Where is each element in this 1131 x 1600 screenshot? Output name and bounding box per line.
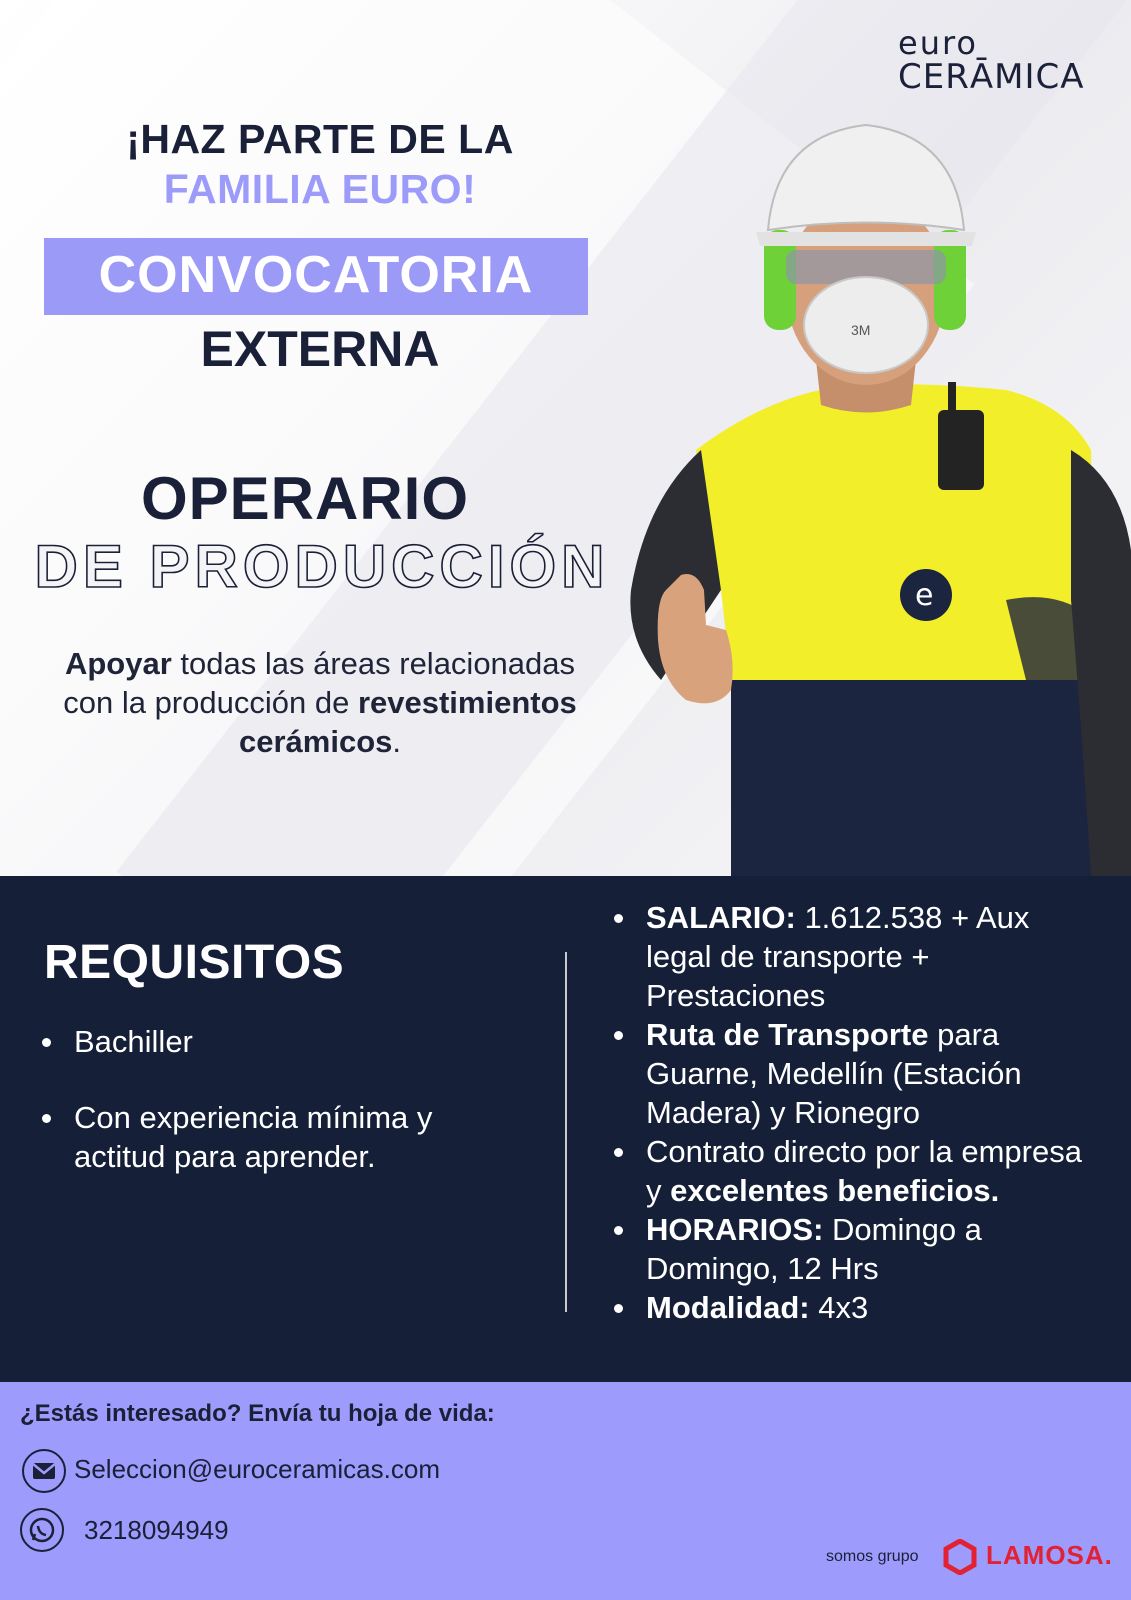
email-link[interactable]: Seleccion@euroceramicas.com [74,1454,440,1484]
euroceramica-logo [898,24,1085,97]
headline-line-2: FAMILIA EURO! [163,166,477,212]
modalidad-label: Modalidad: [646,1290,810,1325]
shirt-logo-letter: e [915,578,934,613]
benefits-list [614,898,1084,1327]
contact-cta: ¿Estás interesado? Envía tu hoja de vida: [20,1400,495,1427]
mask-brand-label: 3M [851,322,871,338]
modalidad-text: 4x3 [809,1290,869,1325]
group-text: somos grupo [826,1548,919,1565]
phone-link[interactable]: 3218094949 [84,1515,229,1545]
worker-photo [626,120,1131,876]
job-title-line-2: DE PRODUCCIÓN [34,533,610,600]
job-title-line-1: OPERARIO [140,465,470,532]
mail-icon [22,1449,66,1493]
ruta-label: Ruta de Transporte [646,1017,929,1052]
contrato-bold: excelentes beneficios. [670,1173,1000,1208]
benefit-ruta [614,1015,1084,1132]
description-text-2: . [392,724,401,759]
description-bold-2: revestimientos cerámicos [238,685,577,759]
whatsapp-icon [20,1508,64,1552]
convocatoria-label: CONVOCATORIA [98,246,534,304]
description-bold-1: Apoyar [64,646,172,681]
benefit-contrato [614,1132,1084,1210]
salario-label: SALARIO: [646,900,796,935]
benefit-modalidad [614,1288,1084,1327]
requirements-list [42,1022,522,1213]
salario-text: 1.612.538 + Aux legal de transporte + Prestaciones [646,900,1030,1013]
contrato-text: Contrato directo por la empresa y [646,1134,1082,1208]
requirement-item: Bachiller [42,1022,522,1061]
horarios-text: Domingo a Domingo, 12 Hrs [646,1212,982,1286]
benefit-horarios [614,1210,1084,1288]
lamosa-logo-icon [942,1539,978,1575]
logo-line-1: euro [898,24,978,62]
lamosa-brand: LAMOSA. [986,1540,1113,1570]
horarios-label: HORARIOS: [646,1212,824,1247]
externa-label: EXTERNA [200,321,440,377]
logo-line-2: CERĀMICA [898,57,1085,97]
requirements-title: REQUISITOS [44,936,345,989]
description-text-1: todas las áreas relacionadas con la producción de [63,646,576,720]
requirement-item: Con experiencia mínima y actitud para aprender. [42,1098,522,1176]
section-divider [565,952,567,1312]
headline-line-1: ¡HAZ PARTE DE LA [126,116,514,162]
benefit-salario [614,898,1084,1015]
job-description [40,644,600,761]
ruta-text: para Guarne, Medellín (Estación Madera) y Rionegro [646,1017,1022,1130]
